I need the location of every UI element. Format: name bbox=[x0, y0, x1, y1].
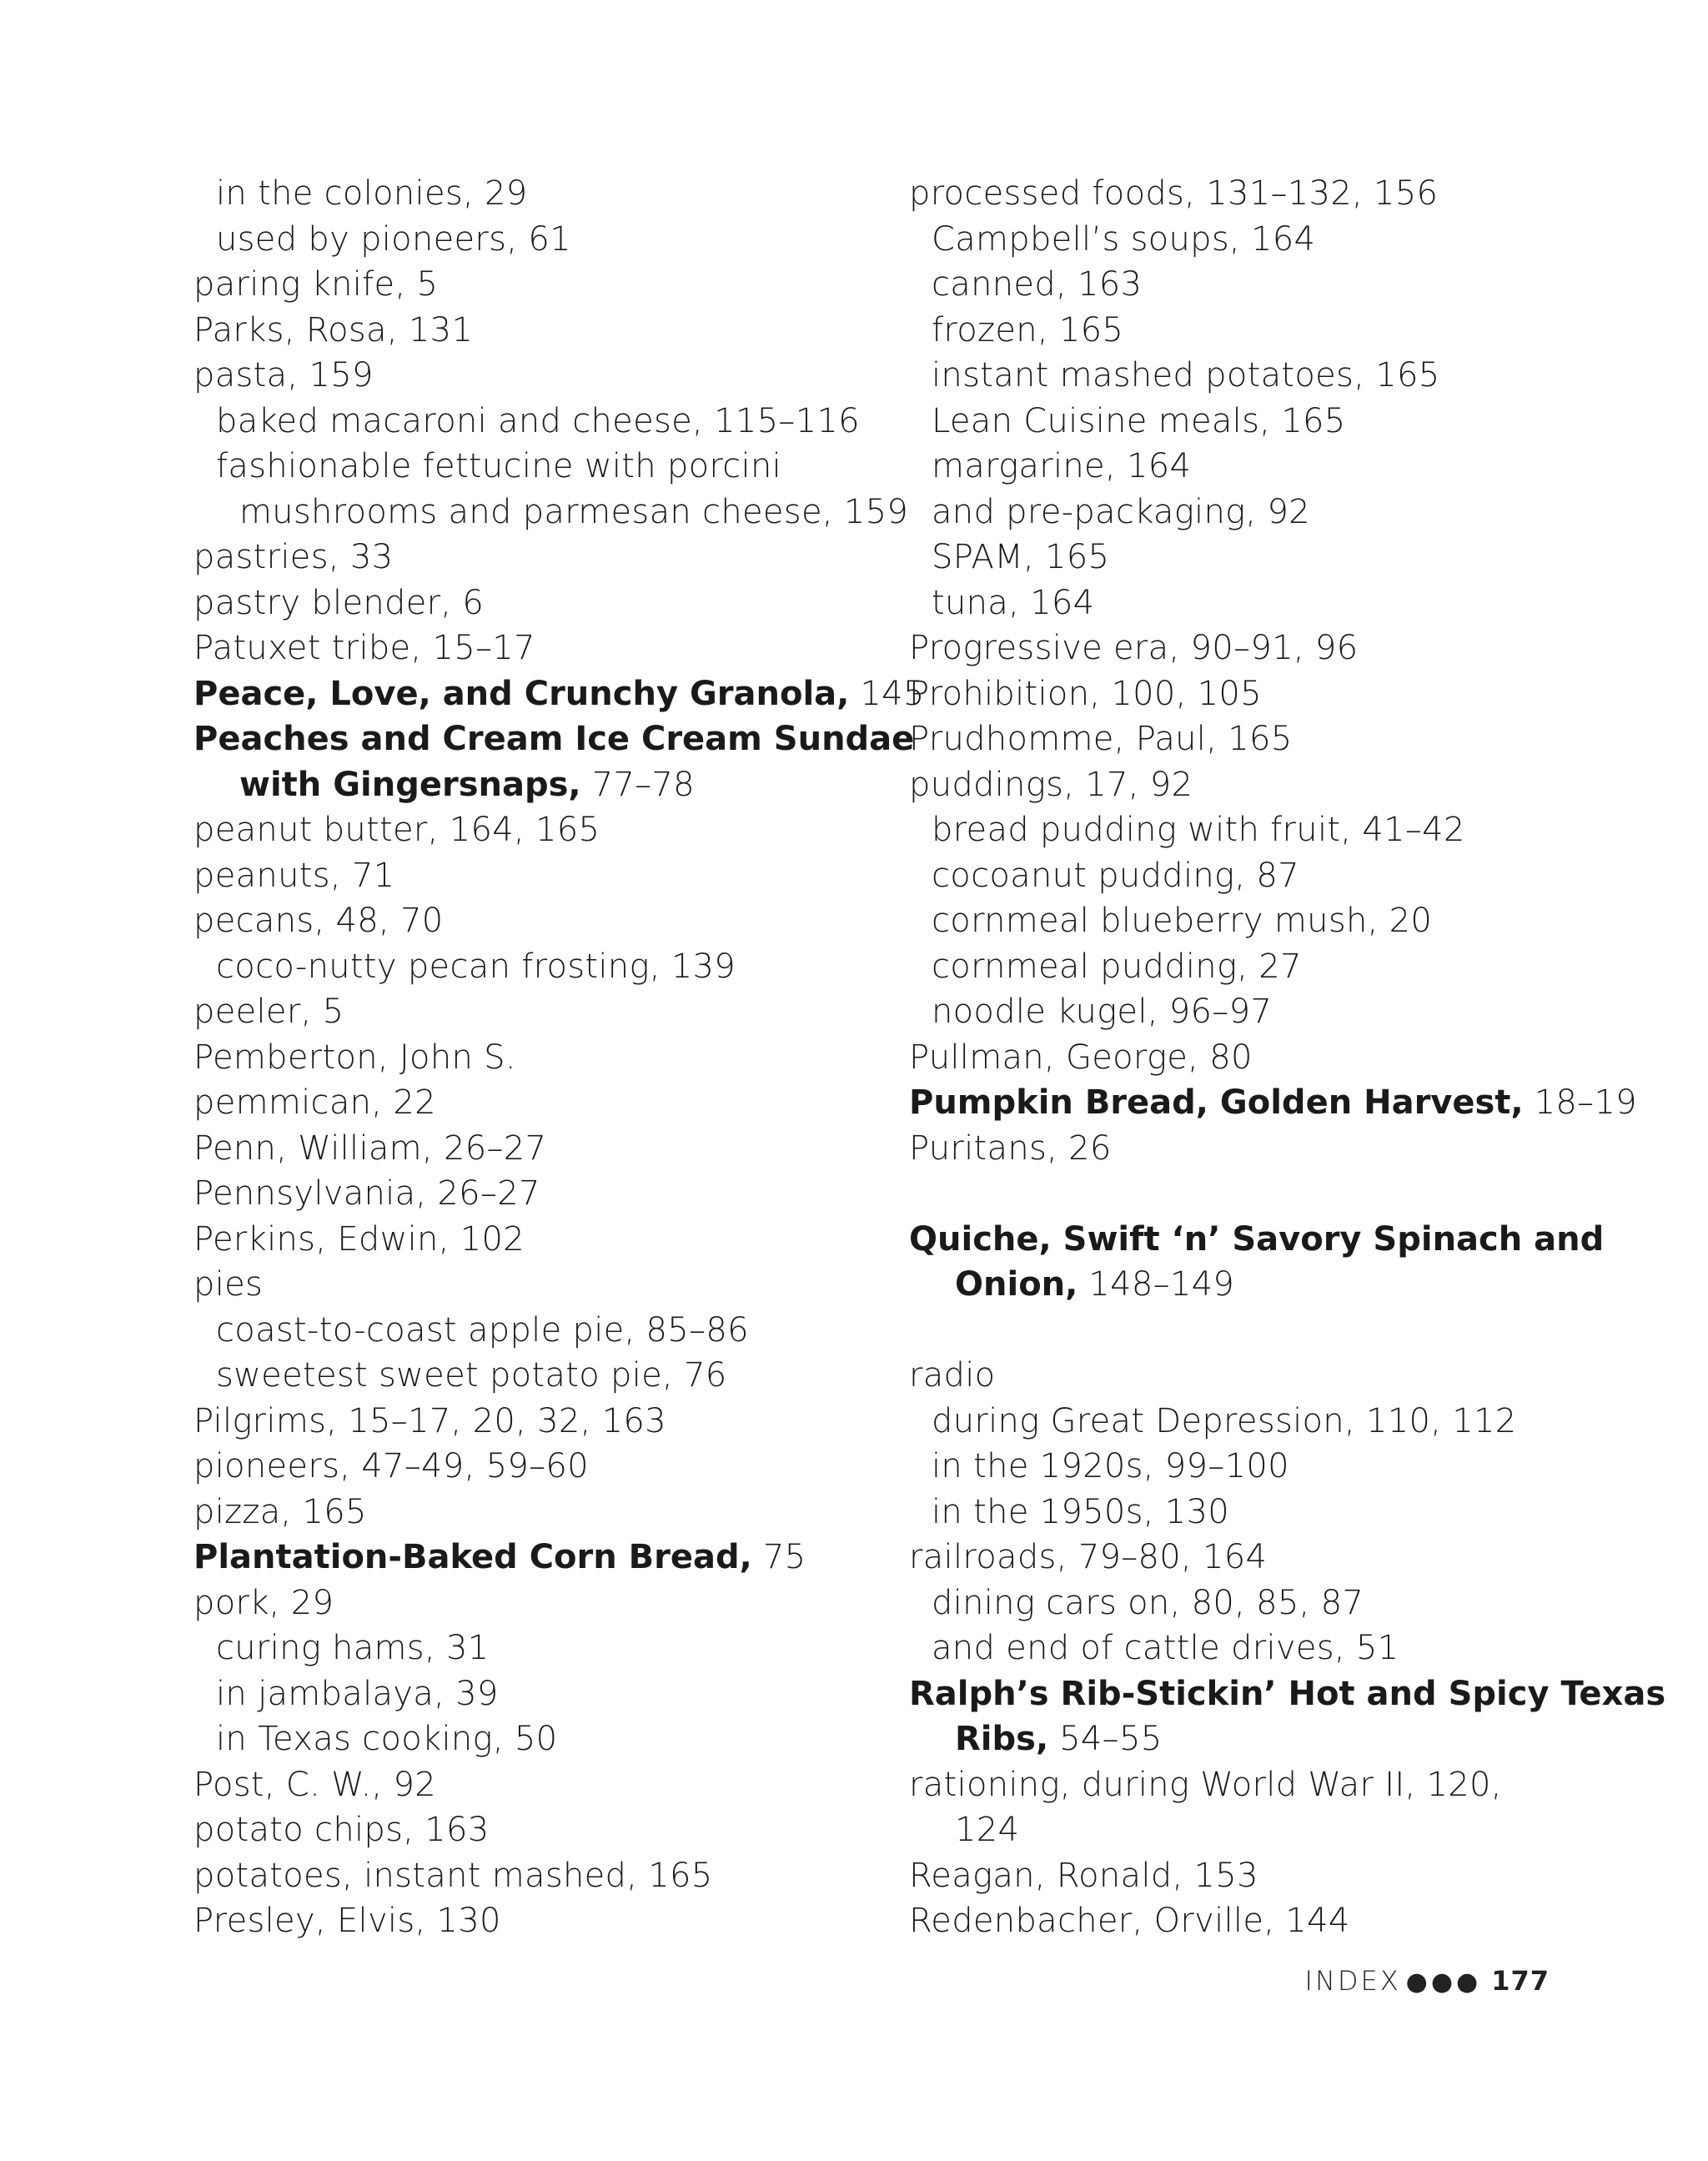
recipe-title: Ralph’s Rib-Stickin’ Hot and Spicy Texas bbox=[909, 1674, 1666, 1713]
entry-text: pemmican, 22 bbox=[193, 1083, 436, 1122]
index-entry bbox=[193, 1807, 827, 1853]
entry-text: mushrooms and parmesan cheese, 159 bbox=[239, 492, 909, 531]
index-subentry bbox=[909, 1262, 1543, 1308]
index-subentry bbox=[909, 1807, 1543, 1853]
entry-text: in Texas cooking, 50 bbox=[216, 1720, 558, 1758]
bullet-dots-icon: ●●● bbox=[1405, 1968, 1482, 1997]
index-entry bbox=[193, 1080, 827, 1126]
index-entry bbox=[193, 1535, 827, 1581]
index-entry bbox=[193, 1126, 827, 1172]
index-subentry bbox=[909, 1444, 1543, 1490]
entry-text: tuna, 164 bbox=[932, 583, 1095, 622]
index-entry bbox=[909, 1898, 1543, 1944]
index-subentry bbox=[193, 217, 827, 263]
entry-text: puddings, 17, 92 bbox=[909, 765, 1193, 804]
entry-text: cornmeal blueberry mush, 20 bbox=[932, 902, 1433, 940]
entry-text: 124 bbox=[955, 1811, 1020, 1849]
entry-text: radio bbox=[909, 1356, 996, 1395]
index-subentry bbox=[909, 580, 1543, 626]
index-entry bbox=[193, 1898, 827, 1944]
entry-text: railroads, 79–80, 164 bbox=[909, 1538, 1268, 1576]
entry-text: baked macaroni and cheese, 115–116 bbox=[216, 401, 860, 440]
index-entry bbox=[193, 1444, 827, 1490]
index-entry bbox=[193, 1399, 827, 1445]
section-gap bbox=[909, 1171, 1543, 1217]
index-entry bbox=[909, 1353, 1543, 1399]
index-entry bbox=[193, 989, 827, 1035]
index-entry bbox=[193, 353, 827, 399]
entry-text: Progressive era, 90–91, 96 bbox=[909, 629, 1359, 667]
entry-text: Pilgrims, 15–17, 20, 32, 163 bbox=[193, 1401, 666, 1440]
entry-text: pork, 29 bbox=[193, 1583, 334, 1622]
entry-text: Presley, Elvis, 130 bbox=[193, 1902, 501, 1940]
index-entry bbox=[909, 1762, 1543, 1808]
entry-text: dining cars on, 80, 85, 87 bbox=[932, 1583, 1364, 1622]
index-subentry bbox=[909, 1399, 1543, 1445]
recipe-title: Peace, Love, and Crunchy Granola, bbox=[193, 674, 850, 713]
entry-text: used by pioneers, 61 bbox=[216, 219, 571, 259]
index-subentry bbox=[909, 853, 1543, 899]
entry-text: processed foods, 131–132, 156 bbox=[909, 174, 1439, 213]
index-entry bbox=[909, 1035, 1543, 1081]
entry-text: peeler, 5 bbox=[193, 993, 344, 1031]
entry-text: peanut butter, 164, 165 bbox=[193, 811, 600, 849]
entry-text: Penn, William, 26–27 bbox=[193, 1128, 547, 1168]
index-entry bbox=[909, 671, 1543, 717]
index-subentry bbox=[909, 1626, 1543, 1671]
index-subentry bbox=[909, 944, 1543, 990]
entry-text: and pre-packaging, 92 bbox=[932, 492, 1310, 531]
running-footer-label: INDEX bbox=[1304, 1965, 1401, 1997]
index-subentry bbox=[909, 1490, 1543, 1535]
entry-text: bread pudding with fruit, 41–42 bbox=[932, 811, 1465, 849]
page-reference: 148–149 bbox=[1078, 1265, 1235, 1304]
index-entry bbox=[193, 1853, 827, 1899]
entry-text: Reagan, Ronald, 153 bbox=[909, 1856, 1258, 1895]
entry-text: noodle kugel, 96–97 bbox=[932, 993, 1273, 1031]
index-entry bbox=[193, 853, 827, 899]
entry-text: sweetest sweet potato pie, 76 bbox=[216, 1356, 727, 1395]
index-entry bbox=[193, 807, 827, 853]
entry-text: Pullman, George, 80 bbox=[909, 1038, 1253, 1077]
entry-text: fashionable fettucine with porcini bbox=[216, 447, 782, 485]
entry-text: potatoes, instant mashed, 165 bbox=[193, 1856, 713, 1895]
entry-text: Pemberton, John S. bbox=[193, 1038, 516, 1077]
index-subentry bbox=[909, 807, 1543, 853]
index-subentry bbox=[909, 217, 1543, 263]
index-entry bbox=[909, 171, 1543, 217]
index-entry bbox=[909, 1126, 1543, 1172]
entry-text: Lean Cuisine meals, 165 bbox=[932, 401, 1346, 440]
index-column-right bbox=[909, 171, 1666, 1944]
entry-text: and end of cattle drives, 51 bbox=[932, 1629, 1399, 1667]
entry-text: coco-nutty pecan frosting, 139 bbox=[216, 947, 736, 986]
index-subentry bbox=[193, 490, 909, 535]
entry-text: pecans, 48, 70 bbox=[193, 902, 444, 940]
entry-text: SPAM, 165 bbox=[932, 538, 1110, 576]
index-entry bbox=[193, 580, 827, 626]
recipe-title: Peaches and Cream Ice Cream Sundae bbox=[193, 720, 915, 758]
index-entry bbox=[193, 1490, 827, 1535]
entry-text: Post, C. W., 92 bbox=[193, 1765, 436, 1804]
entry-text: in jambalaya, 39 bbox=[216, 1674, 499, 1713]
index-subentry bbox=[193, 1308, 827, 1354]
recipe-title: Onion, bbox=[955, 1265, 1078, 1304]
index-subentry bbox=[909, 535, 1543, 580]
index-subentry bbox=[193, 444, 827, 490]
index-column-left bbox=[193, 171, 925, 1944]
index-subentry bbox=[909, 989, 1543, 1035]
index-entry bbox=[193, 262, 827, 308]
entry-text: in the colonies, 29 bbox=[216, 174, 528, 213]
index-entry bbox=[909, 1080, 1637, 1126]
entry-text: instant mashed potatoes, 165 bbox=[932, 356, 1440, 395]
index-entry bbox=[193, 308, 827, 354]
entry-text: paring knife, 5 bbox=[193, 265, 439, 304]
entry-text: cornmeal pudding, 27 bbox=[932, 947, 1302, 986]
index-entry bbox=[909, 762, 1543, 808]
index-subentry bbox=[909, 1581, 1543, 1626]
entry-text: Perkins, Edwin, 102 bbox=[193, 1219, 525, 1259]
index-subentry bbox=[193, 1353, 827, 1399]
index-subentry bbox=[909, 1716, 1543, 1762]
recipe-title: Ribs, bbox=[955, 1720, 1049, 1758]
entry-text: peanuts, 71 bbox=[193, 856, 395, 895]
page-reference: 77–78 bbox=[580, 765, 695, 804]
index-entry bbox=[193, 1035, 827, 1081]
entry-text: coast-to-coast apple pie, 85–86 bbox=[216, 1310, 749, 1349]
entry-text: pizza, 165 bbox=[193, 1492, 367, 1531]
entry-text: potato chips, 163 bbox=[193, 1811, 490, 1849]
index-entry bbox=[909, 626, 1543, 671]
entry-text: pioneers, 47–49, 59–60 bbox=[193, 1447, 589, 1485]
index-subentry bbox=[193, 1626, 827, 1671]
recipe-title: Plantation-Baked Corn Bread, bbox=[193, 1538, 752, 1576]
entry-text: Redenbacher, Orville, 144 bbox=[909, 1902, 1350, 1940]
recipe-title: with Gingersnaps, bbox=[239, 765, 581, 804]
index-entry bbox=[193, 626, 827, 671]
index-subentry bbox=[193, 1671, 827, 1717]
index-subentry bbox=[193, 1716, 827, 1762]
index-entry bbox=[193, 1217, 827, 1263]
entry-text: Patuxet tribe, 15–17 bbox=[193, 629, 535, 667]
recipe-title: Pumpkin Bread, Golden Harvest, bbox=[909, 1083, 1524, 1122]
index-subentry bbox=[193, 171, 827, 217]
entry-text: canned, 163 bbox=[932, 265, 1143, 304]
index-entry bbox=[909, 1671, 1666, 1717]
page-reference: 18–19 bbox=[1523, 1083, 1637, 1122]
entry-text: Prudhomme, Paul, 165 bbox=[909, 720, 1293, 758]
entry-text: pies bbox=[193, 1265, 264, 1304]
page-reference: 75 bbox=[751, 1538, 806, 1576]
page-number: 177 bbox=[1491, 1965, 1550, 1997]
page-reference: 145 bbox=[849, 674, 925, 713]
entry-text: cocoanut pudding, 87 bbox=[932, 856, 1299, 895]
entry-text: Prohibition, 100, 105 bbox=[909, 674, 1262, 713]
entry-text: in the 1920s, 99–100 bbox=[932, 1447, 1289, 1485]
entry-text: pastry blender, 6 bbox=[193, 583, 485, 622]
index-entry bbox=[193, 1581, 827, 1626]
index-subentry bbox=[909, 399, 1543, 445]
entry-text: pastries, 33 bbox=[193, 538, 394, 576]
index-entry bbox=[909, 1853, 1543, 1899]
index-entry bbox=[909, 1535, 1543, 1581]
page-footer bbox=[1305, 1964, 1550, 1999]
index-entry bbox=[193, 1762, 827, 1808]
entry-text: Pennsylvania, 26–27 bbox=[193, 1174, 540, 1213]
page-reference: 54–55 bbox=[1048, 1720, 1163, 1758]
index-subentry bbox=[909, 490, 1543, 535]
index-subentry bbox=[193, 399, 860, 445]
index-subentry bbox=[193, 944, 827, 990]
entry-text: frozen, 165 bbox=[932, 310, 1124, 349]
entry-text: curing hams, 31 bbox=[216, 1629, 490, 1667]
index-entry bbox=[193, 716, 915, 762]
entry-text: during Great Depression, 110, 112 bbox=[932, 1401, 1517, 1440]
entry-text: margarine, 164 bbox=[932, 447, 1192, 485]
index-subentry bbox=[909, 444, 1543, 490]
index-entry bbox=[193, 1171, 827, 1217]
index-entry bbox=[193, 671, 925, 717]
entry-text: Puritans, 26 bbox=[909, 1128, 1112, 1168]
index-subentry bbox=[909, 898, 1543, 944]
index-entry bbox=[193, 1262, 827, 1308]
index-entry bbox=[193, 898, 827, 944]
index-entry bbox=[193, 535, 827, 580]
entry-text: pasta, 159 bbox=[193, 356, 374, 395]
recipe-title: Quiche, Swift ‘n’ Savory Spinach and bbox=[909, 1219, 1605, 1259]
section-gap bbox=[909, 1308, 1543, 1354]
entry-text: Campbell’s soups, 164 bbox=[932, 219, 1316, 259]
index-subentry bbox=[909, 262, 1543, 308]
entry-text: rationing, during World War II, 120, bbox=[909, 1765, 1502, 1804]
entry-text: Parks, Rosa, 131 bbox=[193, 310, 474, 349]
index-subentry bbox=[909, 308, 1543, 354]
index-entry bbox=[909, 1217, 1605, 1263]
index-entry bbox=[909, 716, 1543, 762]
entry-text: in the 1950s, 130 bbox=[932, 1492, 1230, 1531]
index-subentry bbox=[193, 762, 827, 808]
index-subentry bbox=[909, 353, 1543, 399]
